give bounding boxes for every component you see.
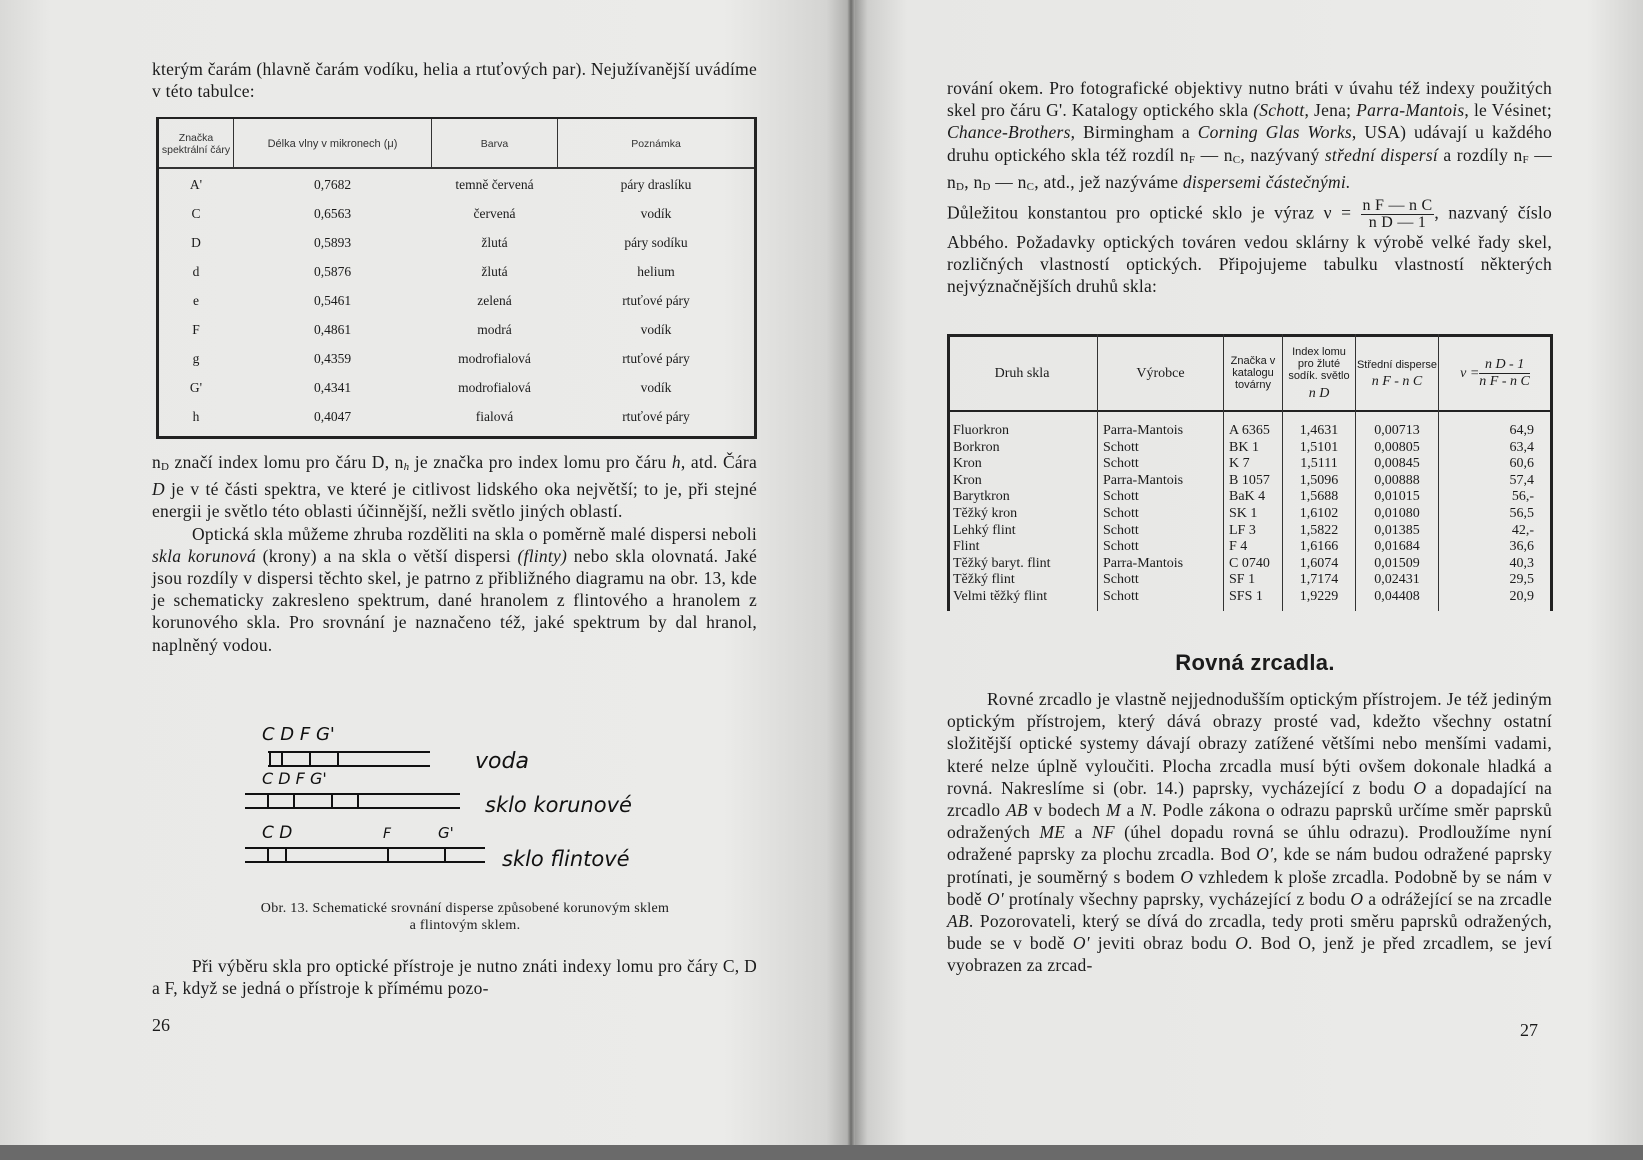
table-cell: vodík xyxy=(640,380,672,395)
table-cell: SF 1 xyxy=(1229,572,1256,588)
table-cell: červená xyxy=(473,206,516,221)
table-cell: BaK 4 xyxy=(1229,489,1266,505)
table-cell: páry sodíku xyxy=(624,235,688,250)
table-cell: 0,4861 xyxy=(313,322,352,337)
table-cell: modrá xyxy=(477,322,512,337)
table-cell: rtuťové páry xyxy=(622,293,690,308)
table-cell: 0,01015 xyxy=(1374,489,1420,505)
table-cell: fialová xyxy=(475,409,514,424)
table-cell: 0,02431 xyxy=(1374,572,1420,588)
table-cell: Fluorkron xyxy=(953,423,1009,438)
table-cell: B 1057 xyxy=(1229,472,1270,488)
table-cell: 1,9229 xyxy=(1299,589,1339,604)
table-cell: Kron xyxy=(953,472,982,488)
table-cell: 0,00845 xyxy=(1374,456,1420,472)
table-row xyxy=(159,293,754,322)
table-cell: d xyxy=(192,264,200,279)
left-intro-text xyxy=(152,58,757,102)
table-cell: 56,5 xyxy=(1509,506,1534,521)
paragraph-nd: nD značí index lomu pro čáru D, nh je značka pro index lomu pro čáru h, atd. Čára D je v té části spektra, ve které je citlivost lidského oka největší; to je, při stejné energii je světlo této oblasti účinnější, nežli světlo jiných oblastí. xyxy=(152,452,757,522)
table-cell: 1,7174 xyxy=(1299,572,1339,588)
table-cell: 1,6166 xyxy=(1299,539,1339,555)
table-cell: 1,6074 xyxy=(1299,555,1339,571)
table-cell: 0,6563 xyxy=(313,206,352,221)
table-cell: SFS 1 xyxy=(1229,589,1263,604)
table-cell: Kron xyxy=(953,456,982,472)
left-final-paragraph: Při výběru skla pro optické přístroje je nutno znáti indexy lomu pro čáry C, D a F, když se jedná o přístroje k přímému pozo- xyxy=(152,956,757,999)
table-cell: 40,3 xyxy=(1509,555,1534,571)
table-cell: Barytkron xyxy=(953,489,1010,505)
table-cell: Schott xyxy=(1103,456,1139,472)
table-cell: helium xyxy=(637,264,675,279)
table-cell: páry draslíku xyxy=(620,177,692,192)
table-cell: C xyxy=(191,206,201,221)
table-cell: 0,01385 xyxy=(1374,522,1420,538)
table-cell: Flint xyxy=(953,539,980,555)
table-cell: h xyxy=(192,409,200,424)
table-cell: Schott xyxy=(1103,489,1139,505)
diagram-row3-f: F xyxy=(383,826,392,842)
table-cell: Velmi těžký flint xyxy=(953,589,1048,604)
table-cell: Schott xyxy=(1103,572,1139,588)
table-cell: 0,00805 xyxy=(1374,439,1420,455)
table-cell: e xyxy=(193,293,199,308)
table-cell: g xyxy=(192,351,200,366)
table-cell: LF 3 xyxy=(1229,522,1256,538)
right-body-text: Rovné zrcadlo je vlastně nejjednodušším optickým přístrojem. Je též jediným optickým přístrojem, který dává obrazy prosté vad, kdežto všechny ostatní složitější optické systemy dávají obrazy zatížené většími nebo menšími vadami, které nelze úplně vyloučiti. Plocha zrcadla musí býti ovšem dokonale hladká a rovná. Nakreslíme si (obr. 14.) paprsky, vycházející z bodu O a dopadající na zrcadlo AB v bodech M a N. Podle zákona o odrazu paprsků určíme směr paprsků odražených ME a NF (úhel dopadu rovná se úhlu odrazu). Prodloužíme nyní odražené paprsky za plochu zrcadla. Bod O', kde se nám budou odražené paprsky protínati, je souměrný s bodem O vzhledem k ploše zrcadla. Podobně by se nám v bodě O' protínaly všechny paprsky, vycházející z bodu O a odrážející se na zrcadle AB. Pozorovateli, který se dívá do zrcadla, tedy proti směru paprsků odražených, bude se v bodě O' jeviti obraz bodu O. Bod O, jenž je před zrcadlem, se jeví vyobrazen za zrcad- xyxy=(947,689,1553,976)
table-cell: 1,5822 xyxy=(1299,522,1339,538)
table-header xyxy=(159,119,754,169)
diagram-row2-letters: C D F G' xyxy=(262,769,327,788)
table-cell: zelená xyxy=(477,293,512,308)
table-cell: Schott xyxy=(1103,539,1139,555)
table-cell: Těžký flint xyxy=(953,572,1015,588)
table-cell: 0,04408 xyxy=(1374,589,1420,604)
table-cell: Parra-Mantois xyxy=(1103,555,1184,571)
table-cell: D xyxy=(191,235,201,250)
table-cell: 1,6102 xyxy=(1299,506,1339,521)
table-cell: 0,4341 xyxy=(313,380,352,395)
header-symbol: Značka spektrální čáry xyxy=(161,132,231,156)
table-cell: 0,5461 xyxy=(313,293,352,308)
table-cell: 0,4359 xyxy=(313,351,352,366)
table-cell: 0,5876 xyxy=(313,264,352,279)
table-cell: rtuťové páry xyxy=(622,409,690,424)
spectral-lines-table xyxy=(156,117,757,439)
header-manufacturer: Výrobce xyxy=(1136,365,1185,381)
table-cell: 29,5 xyxy=(1509,572,1534,588)
table-cell: žlutá xyxy=(481,264,508,279)
diagram-label-crown: sklo korunové xyxy=(485,793,632,817)
table-cell: rtuťové páry xyxy=(622,351,690,366)
header-note: Poznámka xyxy=(631,138,681,150)
table-cell: temně červená xyxy=(455,177,534,192)
table-row xyxy=(947,423,1553,440)
table-cell: 1,5688 xyxy=(1299,489,1339,505)
table-row xyxy=(159,264,754,293)
table-cell: 0,4047 xyxy=(313,409,352,424)
table-cell: Schott xyxy=(1103,589,1139,604)
table-cell: 0,00888 xyxy=(1374,472,1420,488)
table-cell: K 7 xyxy=(1229,456,1250,472)
intro-paragraph: kterým čarám (hlavně čarám vodíku, helia a rtuťových par). Nejužívanější uvádíme v této tabulce: xyxy=(152,59,757,102)
table-cell: modrofialová xyxy=(458,351,531,366)
dispersion-diagram xyxy=(240,720,680,890)
left-body-text xyxy=(152,451,757,656)
table-row xyxy=(947,473,1553,490)
table-cell: 36,6 xyxy=(1509,539,1534,555)
table-cell: SK 1 xyxy=(1229,506,1258,521)
abbe-fraction: $\frac{\text{n F — n C}}{\text{n D — 1}}$ xyxy=(1362,197,1433,232)
header-abbe: ν = $\frac{\text{n D - 1}}{\text{n F - n C}}$ xyxy=(1460,356,1530,389)
page-number-right: 27 xyxy=(1520,1020,1538,1040)
table-row xyxy=(159,380,754,409)
table-cell: žlutá xyxy=(481,235,508,250)
header-color: Barva xyxy=(480,138,509,150)
table-cell: 42,- xyxy=(1511,522,1534,538)
table-cell: vodík xyxy=(640,322,672,337)
table-row xyxy=(159,322,754,351)
table-cell: Schott xyxy=(1103,439,1139,455)
table-cell: 1,5096 xyxy=(1299,472,1339,488)
diagram-label-water: voda xyxy=(475,749,529,774)
diagram-row1-letters: C D F G' xyxy=(262,724,335,745)
table-cell: 57,4 xyxy=(1509,472,1534,488)
table-row xyxy=(947,556,1553,573)
table-cell: Borkron xyxy=(953,439,1000,455)
table-row xyxy=(947,489,1553,506)
table-cell: 1,5111 xyxy=(1300,456,1338,472)
table-cell: Parra-Mantois xyxy=(1103,472,1184,488)
table-cell: modrofialová xyxy=(458,380,531,395)
header-glass-type: Druh skla xyxy=(994,365,1050,381)
table-cell: 20,9 xyxy=(1509,589,1534,604)
table-cell: 0,01080 xyxy=(1374,506,1420,521)
table-cell: Lehký flint xyxy=(953,522,1016,538)
table-row xyxy=(947,456,1553,473)
diagram-label-flint: sklo flintové xyxy=(502,847,630,871)
table-cell: Parra-Mantois xyxy=(1103,423,1184,438)
glass-properties-table xyxy=(947,334,1553,611)
table-cell: 60,6 xyxy=(1509,456,1534,472)
header-wavelength: Délka vlny v mikronech (μ) xyxy=(267,138,398,150)
table-cell: Těžký baryt. flint xyxy=(953,555,1051,571)
table-cell: G' xyxy=(189,380,203,395)
paragraph-glass-types: Optická skla můžeme zhruba rozděliti na skla o poměrně malé dispersi neboli skla korunová (krony) a na skla o větší dispersi (flinty) nebo skla olovnatá. Jaké jsou rozdíly v dispersi těchto skel, je patrno z přibližného diagramu na obr. 13, kde je schematicky zakresleno spektrum, dané hranolem z flintového a hranolem z korunového skla. Pro srovnání je naznačeno též, jaké spektrum by dal hranol, naplněný vodou. xyxy=(152,523,757,655)
header-index: Index lomu pro žluté sodík. světlo n D xyxy=(1288,346,1350,401)
header-mean-dispersion: Střední disperse n F - n C xyxy=(1356,358,1438,389)
table-cell: BK 1 xyxy=(1229,439,1259,455)
table-cell: Schott xyxy=(1103,506,1139,521)
table-cell: A 6365 xyxy=(1229,423,1270,438)
table-cell: Schott xyxy=(1103,522,1139,538)
book-gutter xyxy=(847,0,855,1145)
diagram-row3-g: G' xyxy=(438,824,454,842)
table-cell: A' xyxy=(189,177,203,192)
table-row xyxy=(159,206,754,235)
table-row xyxy=(947,506,1553,523)
table-row xyxy=(159,351,754,380)
table-cell: 0,7682 xyxy=(313,177,352,192)
table-row xyxy=(159,177,754,206)
table-row xyxy=(947,589,1553,606)
table-row xyxy=(947,572,1553,589)
table-row xyxy=(947,523,1553,540)
table-cell: 56,- xyxy=(1511,489,1534,505)
page-number-left: 26 xyxy=(152,1015,170,1035)
table-cell: 0,5893 xyxy=(313,235,352,250)
table-row xyxy=(947,440,1553,457)
table-cell: F 4 xyxy=(1229,539,1248,555)
table-cell: 0,01684 xyxy=(1374,539,1420,555)
paragraph-abbe: Důležitou konstantou pro optické sklo je výraz ν = $\frac{\text{n F — n C}}{\text{n D — 1}}$ , nazvaný číslo Abbého. Požadavky optických továren vedou sklárny k výrobě velké řady skel, rozličných vlastností optických. Připojujeme tabulku vlastností některých nejvýznačnějších druhů skla: xyxy=(947,197,1553,297)
table-cell: C 0740 xyxy=(1229,555,1270,571)
table-cell: 1,4631 xyxy=(1299,423,1339,438)
table-cell: F xyxy=(192,322,200,337)
right-intro-text xyxy=(947,77,1552,298)
table-cell: 64,9 xyxy=(1509,423,1534,438)
table-row xyxy=(947,539,1553,556)
header-catalog: Značka v katalogu továrny xyxy=(1230,355,1276,391)
table-cell: 63,4 xyxy=(1509,439,1534,455)
table-cell: 1,5101 xyxy=(1299,439,1339,455)
figure-caption: Obr. 13. Schematické srovnání disperse způsobené korunovým sklem a flintovým sklem. xyxy=(260,901,670,933)
table-cell: vodík xyxy=(640,206,672,221)
diagram-row3-cd: C D xyxy=(262,823,293,843)
table-cell: 0,00713 xyxy=(1374,423,1420,438)
paragraph-catalogs: rování okem. Pro fotografické objektivy nutno bráti v úvahu též indexy použitých skel pro čáru G'. Katalogy optického skla (Schott, Jena; Parra-Mantois, le Vésinet; Chance-Brothers, Birmingham a Corning Glas Works, USA) udávají u každého druhu optického skla též rozdíl nF — nC, nazývaný střední dispersí a rozdíly nF — nD, nD — nC, atd., jež nazýváme dispersemi částečnými. xyxy=(947,78,1553,193)
table-cell: 0,01509 xyxy=(1374,555,1420,571)
table-row xyxy=(159,409,754,438)
table-row xyxy=(159,235,754,264)
table-cell: Těžký kron xyxy=(953,506,1018,521)
section-heading: Rovná zrcadla. xyxy=(1175,650,1335,675)
